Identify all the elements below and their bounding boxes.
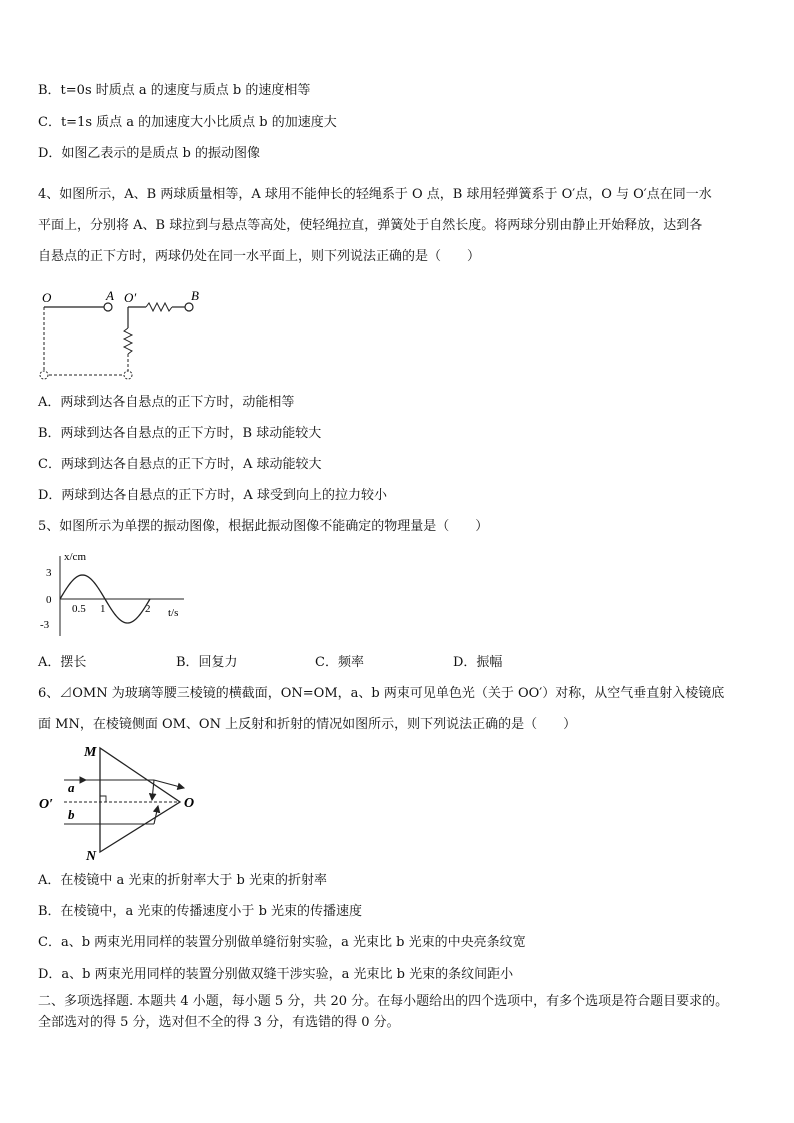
q5-y-tick-0: 0 xyxy=(46,594,52,606)
q4-option-b: B．两球到达各自悬点的正下方时，B 球动能较大 xyxy=(38,426,322,441)
q5-x-tick-0-5: 0.5 xyxy=(72,603,86,615)
q5-option-d: D．振幅 xyxy=(453,655,503,670)
q6-figure xyxy=(34,740,214,864)
q6-option-b: B．在棱镜中，a 光束的传播速度小于 b 光束的传播速度 xyxy=(38,904,363,919)
q6-label-a: a xyxy=(68,780,75,795)
q4-option-c: C．两球到达各自悬点的正下方时，A 球动能较大 xyxy=(38,457,322,472)
q4-stem-line-3: 自悬点的正下方时，两球仍处在同一水平面上，则下列说法正确的是（ ） xyxy=(38,249,481,264)
q5-y-tick-neg3: -3 xyxy=(40,619,50,631)
q6-ray-b-reflected xyxy=(154,806,158,824)
q5-x-tick-2: 2 xyxy=(145,603,151,615)
q5-figure xyxy=(34,546,194,638)
q5-y-tick-3: 3 xyxy=(46,567,52,579)
q3-option-c: C．t=1s 质点 a 的加速度大小比质点 b 的加速度大 xyxy=(38,115,337,130)
q6-stem-line-1: 6、⊿OMN 为玻璃等腰三棱镜的横截面，ON=OM，a、b 两束可见单色光（关于 OO′）对称，从空气垂直射入棱镜底 xyxy=(38,686,725,701)
q6-option-d: D．a、b 两束光用同样的装置分别做双缝干涉实验，a 光束比 b 光束的条纹间距小 xyxy=(38,967,514,982)
q4-ball-b-final xyxy=(124,371,132,379)
q3-option-b: B．t=0s 时质点 a 的速度与质点 b 的速度相等 xyxy=(38,83,311,98)
q4-ball-a xyxy=(104,303,112,311)
q6-label-o: O xyxy=(184,796,195,811)
q5-option-a: A．摆长 xyxy=(38,655,87,670)
q3-option-d: D．如图乙表示的是质点 b 的振动图像 xyxy=(38,146,261,161)
q6-option-a: A．在棱镜中 a 光束的折射率大于 b 光束的折射率 xyxy=(38,873,327,888)
q4-spring-horizontal xyxy=(146,303,172,311)
q4-label-a: A xyxy=(106,288,114,303)
q4-stem-line-1: 4、如图所示，A、B 两球质量相等，A 球用不能伸长的轻绳系于 O 点，B 球用轻弹簧系于 O′点，O 与 O′点在同一水 xyxy=(38,187,712,202)
section2-line-2: 全部选对的得 5 分，选对但不全的得 3 分，有选错的得 0 分。 xyxy=(38,1015,400,1030)
q5-options-row xyxy=(0,654,794,672)
q4-spring-vertical xyxy=(124,328,132,354)
q6-label-b: b xyxy=(68,807,75,822)
q6-label-o-prime: O′ xyxy=(39,797,54,812)
q4-label-o-prime: O′ xyxy=(124,290,137,305)
q4-label-o: O xyxy=(42,290,52,305)
q5-stem: 5、如图所示为单摆的振动图像，根据此振动图像不能确定的物理量是（ ） xyxy=(38,519,489,534)
q4-option-a: A．两球到达各自悬点的正下方时，动能相等 xyxy=(38,395,295,410)
q4-figure xyxy=(34,286,214,384)
q5-y-axis-label: x/cm xyxy=(64,551,86,563)
q5-option-b: B．回复力 xyxy=(176,655,238,670)
q4-label-b: B xyxy=(191,288,199,303)
q4-ball-a-final xyxy=(40,371,48,379)
q4-ball-b xyxy=(185,303,193,311)
q6-label-n: N xyxy=(86,849,97,864)
q4-option-d: D．两球到达各自悬点的正下方时，A 球受到向上的拉力较小 xyxy=(38,488,387,503)
section2-line-1: 二、多项选择题. 本题共 4 小题，每小题 5 分，共 20 分。在每小题给出的四个选项中，有多个选项是符合题目要求的。 xyxy=(38,994,729,1009)
q5-option-c: C．频率 xyxy=(315,655,364,670)
q6-option-c: C．a、b 两束光用同样的装置分别做单缝衍射实验，a 光束比 b 光束的中央亮条纹宽 xyxy=(38,935,526,950)
q4-stem-line-2: 平面上，分别将 A、B 球拉到与悬点等高处，使轻绳拉直，弹簧处于自然长度。将两球分别由静止开始释放，达到各 xyxy=(38,218,703,233)
q5-x-axis-label: t/s xyxy=(168,607,179,619)
q6-label-m: M xyxy=(84,745,97,760)
q6-stem-line-2: 面 MN，在棱镜侧面 OM、ON 上反射和折射的情况如图所示，则下列说法正确的是（ ） xyxy=(38,717,577,732)
q5-x-tick-1: 1 xyxy=(100,603,106,615)
q6-prism xyxy=(100,748,180,852)
